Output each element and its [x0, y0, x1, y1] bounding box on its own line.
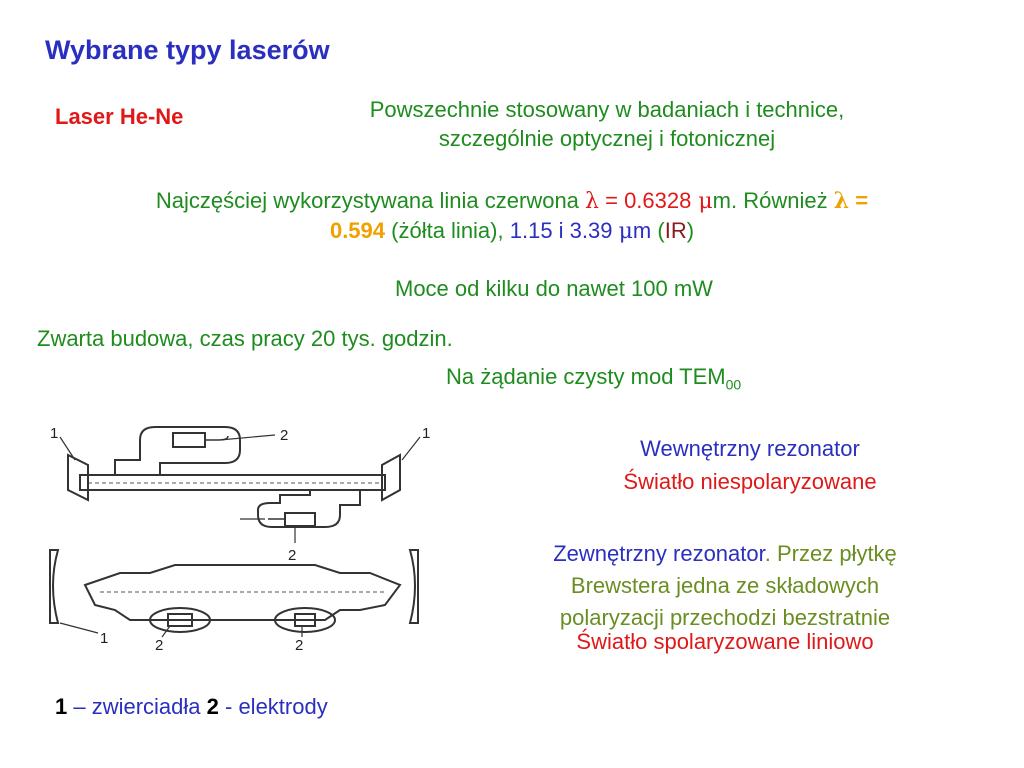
mu-symbol-2: μ: [618, 219, 633, 244]
mu-symbol: μ: [691, 189, 713, 214]
tem-mode-text: [446, 364, 741, 392]
ir-wavelength-values: 1.15 i 3.39: [509, 218, 619, 243]
legend-text-electrodes: - elektrody: [218, 694, 328, 719]
intro-paragraph: [300, 97, 914, 152]
red-wavelength-value: 0.6328: [624, 188, 692, 213]
mirror-label-right: 1: [422, 425, 431, 442]
build-text: Zwarta budowa, czas pracy 20 tys. godzin.: [37, 326, 453, 351]
polarized-light-text: Światło spolaryzowane liniowo: [576, 629, 874, 654]
intro-line-1: Powszechnie stosowany w badaniach i technice,: [369, 97, 845, 122]
external-dot: .: [764, 541, 771, 566]
brewster-text-3: polaryzacji przechodzi bezstratnie: [559, 605, 891, 630]
legend-number-2: 2: [206, 694, 219, 719]
external-resonator-diagram: [40, 545, 440, 660]
slide-title: Wybrane typy laserów: [45, 35, 330, 65]
paren-open: (: [657, 218, 665, 243]
legend-text-mirrors: – zwierciadła: [67, 694, 207, 719]
equals-2: =: [849, 188, 869, 213]
brewster-text-2: Brewstera jedna ze składowych: [570, 573, 880, 598]
legend: [55, 694, 328, 720]
unpolarized-light-text: Światło niespolaryzowane: [623, 469, 877, 494]
external-resonator-caption: [495, 538, 955, 658]
mirror-label-left: 1: [50, 425, 59, 442]
lambda-symbol: λ: [585, 189, 599, 214]
mirror-label-bottom: 1: [100, 630, 109, 647]
legend-number-1: 1: [55, 694, 68, 719]
also-text: . Również: [730, 188, 834, 213]
lambda-symbol-2: λ: [833, 188, 850, 214]
electrode-label-lower: 2: [288, 547, 297, 564]
intro-line-2: szczególnie optycznej i fotonicznej: [438, 126, 776, 151]
paren-close: ): [686, 218, 695, 243]
internal-resonator-heading: Wewnętrzny rezonator: [640, 436, 860, 461]
yellow-line-text: (żółta linia),: [385, 218, 510, 243]
tem-subscript: 00: [725, 376, 742, 393]
power-text: Moce od kilku do nawet 100 mW: [395, 276, 713, 301]
section-subtitle: Laser He-Ne: [55, 104, 184, 129]
brewster-text-1: Przez płytkę: [770, 541, 897, 566]
unit-m: m: [712, 188, 731, 213]
electrode-label-bottom-right: 2: [295, 637, 304, 654]
tem-prefix: Na żądanie czysty mod TEM: [446, 364, 726, 389]
wavelength-text: Najczęściej wykorzystywana linia czerwona: [155, 188, 586, 213]
equals: =: [598, 188, 625, 213]
unit-m-2: m: [632, 218, 658, 243]
external-resonator-heading: Zewnętrzny rezonator: [553, 541, 765, 566]
wavelength-paragraph: [30, 188, 994, 244]
yellow-wavelength-value: 0.594: [329, 218, 386, 243]
electrode-label-upper: 2: [280, 427, 289, 444]
internal-resonator-caption: [560, 436, 940, 495]
ir-label: IR: [664, 218, 687, 243]
electrode-label-bottom-left: 2: [155, 637, 164, 654]
